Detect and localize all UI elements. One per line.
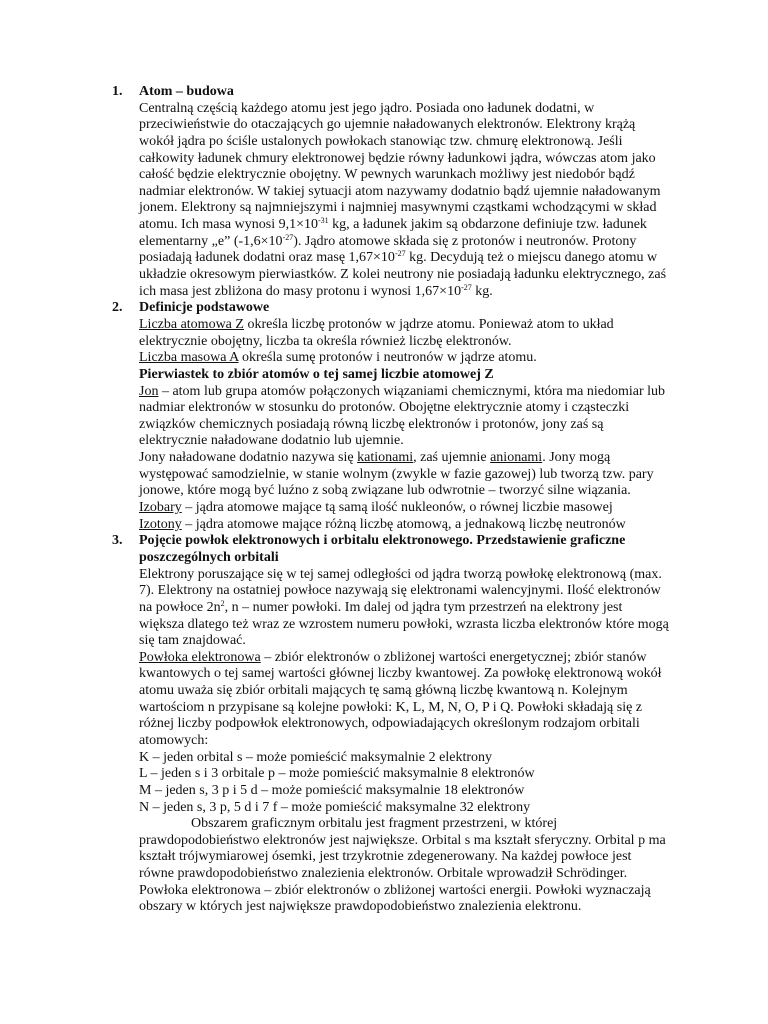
text: kg. — [471, 283, 493, 299]
text: Jony naładowane dodatnio nazywa się — [139, 450, 358, 466]
text: ). Jądro atomowe składa się z protonów i neutronów. Protony — [293, 233, 637, 249]
section-2-number: 2. — [112, 300, 123, 316]
text: – jądra atomowe mające różną liczbę atomową, a jednakową liczbę neutronów — [181, 516, 626, 532]
paragraph-line: związków chemicznych posiadają równą liczbę elektronów i protonów, jony zaś są — [139, 416, 604, 432]
shell-capacity-line — [0, 600, 768, 617]
isobars-definition — [0, 500, 768, 517]
section-1-title: Atom – budowa — [139, 84, 234, 99]
paragraph-line: całość będzie elektrycznie obojętny. W pewnych warunkach możliwy jest niedobór bądź — [139, 167, 635, 183]
neutron-mass-line — [0, 284, 768, 301]
paragraph-line: się tam znajdować. — [139, 633, 246, 649]
paragraph-line: wokół jądra po ściśle ustalonych powłokach stanowiąc tzw. chmurę elektronową. Jeśli — [139, 133, 623, 149]
paragraph-line: występować samodzielnie, w stanie wolnym (zwykle w fazie gazowej) lub tworzą tzw. pary — [139, 466, 654, 482]
text: posiadają ładunek dodatni oraz masę 1,67×10 — [139, 250, 395, 266]
term: anionami — [490, 450, 543, 466]
text: określa liczbę protonów w jądrze atomu. Ponieważ atom to układ — [243, 316, 614, 332]
paragraph-line: 7). Elektrony na ostatniej powłoce nazywają się elektronami walencyjnymi. Ilość elektronów — [139, 583, 661, 599]
cation-anion-line — [0, 450, 768, 467]
text: kg. Decydują też o miejscu danego atomu w — [405, 250, 658, 266]
section-3-title: Pojęcie powłok elektronowych i orbitalu elektronowego. Przedstawienie graficzne — [139, 533, 626, 549]
section-2-heading — [0, 300, 768, 317]
section-3-title-cont: poszczególnych orbitali — [139, 549, 279, 565]
text: ich masa jest zbliżona do masy protonu i wynosi 1,67×10 — [139, 283, 462, 299]
section-3-heading — [0, 533, 768, 550]
paragraph-line: większa dlatego też wraz ze wzrostem numeru powłoki, wzrasta liczba elektronów które mogą — [139, 616, 669, 632]
paragraph-line: całkowity ładunek chmury elektronowej będzie równy ładunkowi jądra, wówczas atom jako — [139, 150, 656, 166]
paragraph-line: Elektrony poruszające się w tej samej odległości od jądra tworzą powłokę elektronową (max. — [139, 566, 662, 582]
text: – atom lub grupa atomów połączonych wiązaniami chemicznymi, która ma niedomiar lub — [158, 383, 666, 399]
paragraph-line: elektrycznie naładowane dodatnio lub ujemnie. — [139, 433, 404, 449]
paragraph-line: układzie okresowym pierwiastków. Z kolei neutrony nie posiadają ładunku elektrycznego, zaś — [139, 267, 667, 283]
ion-definition — [0, 384, 768, 401]
section-1-number: 1. — [112, 84, 123, 99]
text: , n – numer powłoki. Im dalej od jądra tym przestrzeń na elektrony jest — [224, 599, 623, 615]
shell-n-line: N – jeden s, 3 p, 5 d i 7 f – może pomieścić maksymalne 32 elektrony — [139, 799, 531, 815]
paragraph-line: elektrycznie obojętny, liczba ta określa również liczbę elektronów. — [139, 333, 512, 349]
term: Jon — [139, 383, 159, 399]
elementary-charge-line — [0, 234, 768, 251]
term: Liczba masowa A — [139, 350, 239, 366]
paragraph-line: różnej liczby podpowłok elektronowych, odpowiadających określonym rodzajom orbitali — [139, 716, 640, 732]
term: kationami — [357, 450, 414, 466]
text: – zbiór elektronów o zbliżonej wartości energetycznej; zbiór stanów — [260, 649, 647, 665]
text: , zaś ujemnie — [413, 450, 491, 466]
text: atomu. Ich masa wynosi 9,1×10 — [139, 217, 318, 233]
electron-mass-line — [0, 217, 768, 234]
section-1-heading — [0, 84, 768, 101]
indented-paragraph-start: Obszarem graficznym orbitalu jest fragment przestrzeni, w której — [191, 816, 558, 832]
exponent: 2 — [220, 598, 225, 608]
section-2-title: Definicje podstawowe — [139, 300, 270, 316]
document-page — [0, 84, 768, 916]
paragraph-line: jonowe, które mogą być luźno z sobą związane lub odwrotnie – tworzyć silne wiązania. — [139, 483, 631, 499]
paragraph-line: kształt trójwymiarowej ósemki, jest trzykrotnie zdegenerowany. Na każdej powłoce jest — [139, 849, 632, 865]
paragraph-line: atomowych: — [139, 732, 209, 748]
paragraph-line: wartościom n przypisane są kolejne powłoki: K, L, M, N, O, P i Q. Powłoki składają się z — [139, 699, 643, 715]
paragraph-line: atomu uważa się zbiór orbitali mających tę samą główną liczbę kwantową n. Kolejnym — [139, 683, 628, 699]
exponent: -27 — [282, 232, 294, 242]
term: Liczba atomowa Z — [139, 316, 244, 332]
text: elementarny „e” (-1,6×10 — [139, 233, 283, 249]
term: Izotony — [139, 516, 182, 532]
term: Izobary — [139, 500, 182, 516]
section-3-number: 3. — [112, 533, 123, 549]
paragraph-line: Centralną częścią każdego atomu jest jego jądro. Posiada ono ładunek dodatni, w — [139, 100, 595, 116]
isotones-definition — [0, 517, 768, 534]
exponent: -31 — [317, 216, 329, 226]
shell-definition — [0, 650, 768, 667]
term: Powłoka elektronowa — [139, 649, 261, 665]
element-definition: Pierwiastek to zbiór atomów o tej samej liczbie atomowej Z — [139, 366, 494, 382]
text: na powłoce 2n — [139, 599, 221, 615]
text: określa sumę protonów i neutronów w jądrze atomu. — [238, 350, 537, 366]
paragraph-line: nadmiar elektronów. W takiej sytuacji atom nazywamy dodatnio bądź ujemnie naładowanym — [139, 183, 661, 199]
paragraph-line: jonem. Elektrony są najmniejszymi i najmniej masywnymi cząstkami wchodzącymi w skład — [139, 200, 657, 216]
exponent: -27 — [394, 249, 406, 259]
text: – jądra atomowe mające tą samą ilość nukleonów, o równej liczbie masowej — [181, 500, 613, 516]
paragraph-line: równe prawdopodobieństwo znalezienia elektronów. Orbitale wprowadził Schrödinger. — [139, 866, 628, 882]
exponent: -27 — [461, 282, 472, 292]
paragraph-line: prawdopodobieństwo elektronów jest największe. Orbital s ma kształt sferyczny. Orbital p ma — [139, 832, 666, 848]
mass-number-definition — [0, 350, 768, 367]
paragraph-line: Powłoka elektronowa – zbiór elektronów o zbliżonej wartości energii. Powłoki wyznaczają — [139, 882, 651, 898]
atomic-number-definition — [0, 317, 768, 334]
text: . Jony mogą — [542, 450, 611, 466]
text: kg, a ładunek jakim są obdarzone definiuje tzw. ładunek — [328, 217, 647, 233]
shell-k-line: K – jeden orbital s – może pomieścić maksymalnie 2 elektrony — [139, 749, 493, 765]
paragraph-line: obszary w których jest największe prawdopodobieństwo znalezienia elektronu. — [139, 899, 582, 915]
proton-mass-line — [0, 250, 768, 267]
paragraph-line: kwantowych o tej samej wartości głównej liczby kwantowej. Za powłokę elektronową wokół — [139, 666, 662, 682]
paragraph-line: przeciwieństwie do otaczających go ujemnie naładowanych elektronów. Elektrony krążą — [139, 117, 636, 133]
shell-m-line: M – jeden s, 3 p i 5 d – może pomieścić maksymalnie 18 elektronów — [139, 782, 525, 798]
paragraph-line: nadmiar elektronów w stosunku do protonów. Obojętne elektrycznie atomy i cząsteczki — [139, 400, 630, 416]
shell-l-line: L – jeden s i 3 orbitale p – może pomieścić maksymalnie 8 elektronów — [139, 766, 535, 782]
